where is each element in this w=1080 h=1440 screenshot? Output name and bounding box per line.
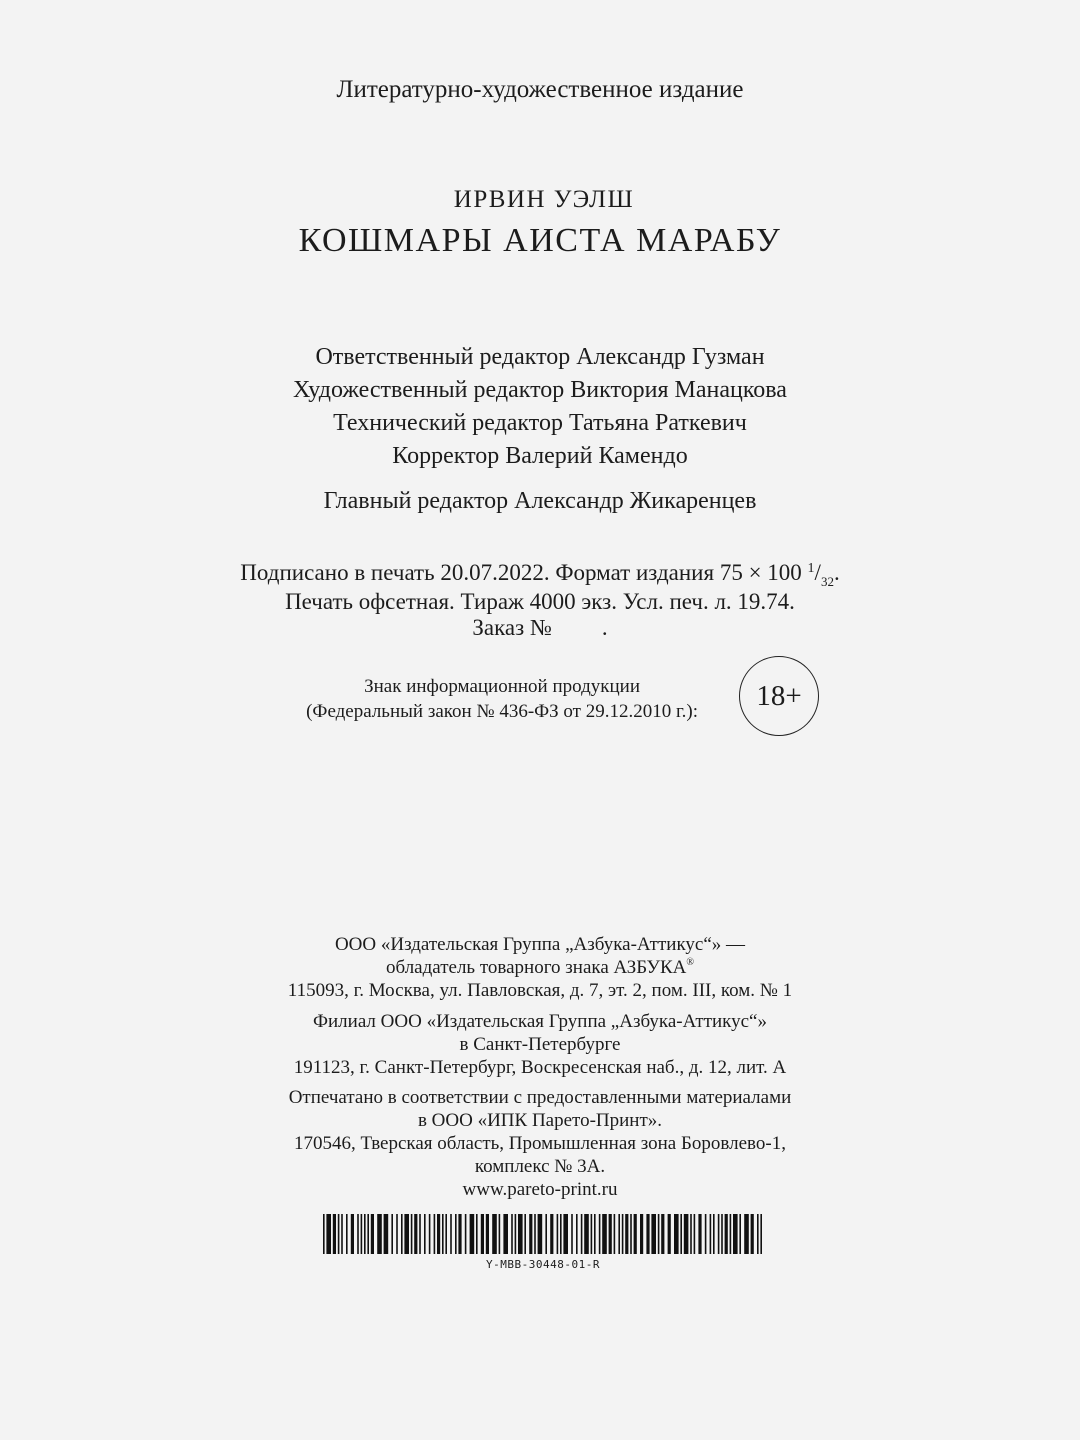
printer-statement: Отпечатано в соответствии с предоставленными материалами bbox=[288, 1087, 792, 1108]
credit-proofreader: Корректор Валерий Камендо bbox=[392, 443, 688, 469]
barcode-bar bbox=[730, 1214, 732, 1254]
barcode-bar bbox=[419, 1214, 421, 1254]
barcode-bar bbox=[646, 1214, 649, 1254]
barcode-bar bbox=[760, 1214, 762, 1254]
barcode-bar bbox=[721, 1214, 723, 1254]
barcode-bar bbox=[668, 1214, 671, 1254]
barcode-bar bbox=[713, 1214, 715, 1254]
barcode-bar bbox=[584, 1214, 589, 1254]
barcode-bar bbox=[401, 1214, 403, 1254]
barcode-bar bbox=[437, 1214, 440, 1254]
order-number-line bbox=[0, 615, 1080, 641]
print-circulation-line: Печать офсетная. Тираж 4000 экз. Усл. печ. л. 19.74. bbox=[285, 589, 795, 614]
barcode-bar bbox=[429, 1214, 431, 1254]
info-product-mark bbox=[306, 674, 698, 724]
barcode-bar bbox=[445, 1214, 447, 1254]
barcode-bar bbox=[326, 1214, 331, 1254]
order-end: . bbox=[601, 615, 608, 640]
barcode-bar bbox=[391, 1214, 393, 1254]
barcode-bar bbox=[341, 1214, 343, 1254]
barcode-bar bbox=[346, 1214, 348, 1254]
barcode-bar bbox=[371, 1214, 374, 1254]
barcode-bar bbox=[503, 1214, 508, 1254]
barcode-bar bbox=[571, 1214, 573, 1254]
barcode-bar bbox=[599, 1214, 601, 1254]
publisher-trademark bbox=[0, 957, 1080, 979]
print-signed-text: Подписано в печать 20.07.2022. Формат издания 75 × 100 bbox=[240, 560, 808, 585]
book-author: ИРВИН УЭЛШ bbox=[453, 186, 635, 213]
barcode-bar bbox=[361, 1214, 363, 1254]
barcode-bar bbox=[357, 1214, 359, 1254]
barcode-bar bbox=[609, 1214, 612, 1254]
barcode-bar bbox=[351, 1214, 354, 1254]
barcode-bar bbox=[458, 1214, 461, 1254]
barcode-bar bbox=[511, 1214, 513, 1254]
barcode-bar bbox=[651, 1214, 656, 1254]
barcode-bar bbox=[455, 1214, 457, 1254]
format-slash: / bbox=[814, 560, 821, 585]
age-rating-badge bbox=[739, 656, 819, 736]
barcode-bar bbox=[661, 1214, 664, 1254]
barcode-bar bbox=[739, 1214, 741, 1254]
barcode-bar bbox=[481, 1214, 484, 1254]
format-numerator: 1 bbox=[807, 561, 815, 576]
credit-responsible-editor: Ответственный редактор Александр Гузман bbox=[315, 344, 765, 370]
printer-name: в ООО «ИПК Парето-Принт». bbox=[417, 1110, 663, 1131]
barcode-bar bbox=[618, 1214, 620, 1254]
barcode-bar bbox=[733, 1214, 738, 1254]
barcode-bar bbox=[550, 1214, 553, 1254]
barcode-bar bbox=[323, 1214, 325, 1254]
publisher-trademark-text: обладатель товарного знака АЗБУКА bbox=[386, 957, 687, 978]
publisher-name: ООО «Издательская Группа „Азбука-Аттикус“» — bbox=[334, 934, 746, 955]
barcode-bar bbox=[634, 1214, 637, 1254]
barcode-bar bbox=[725, 1214, 728, 1254]
barcode-bar bbox=[718, 1214, 720, 1254]
credit-art-editor: Художественный редактор Виктория Манацкова bbox=[293, 377, 787, 403]
barcode-bar bbox=[602, 1214, 607, 1254]
barcode-bar bbox=[751, 1214, 754, 1254]
barcode-bar bbox=[384, 1214, 389, 1254]
barcode-bar bbox=[581, 1214, 583, 1254]
barcode-bar bbox=[680, 1214, 682, 1254]
barcode-bar bbox=[560, 1214, 562, 1254]
barcode-bar bbox=[364, 1214, 366, 1254]
barcode-bar bbox=[529, 1214, 532, 1254]
publisher-address: 115093, г. Москва, ул. Павловская, д. 7, эт. 2, пом. III, ком. № 1 bbox=[287, 980, 793, 1001]
barcode-bar bbox=[690, 1214, 692, 1254]
info-mark-law: (Федеральный закон № 436-ФЗ от 29.12.2010 г.): bbox=[306, 701, 698, 722]
age-rating-text: 18+ bbox=[756, 679, 802, 712]
barcode-bar bbox=[465, 1214, 467, 1254]
barcode-bar bbox=[424, 1214, 426, 1254]
barcode-bar bbox=[710, 1214, 712, 1254]
barcode-bar bbox=[434, 1214, 436, 1254]
barcode-bar bbox=[576, 1214, 578, 1254]
barcode-bar bbox=[658, 1214, 660, 1254]
barcode-bar bbox=[591, 1214, 593, 1254]
print-signed-line bbox=[0, 560, 1080, 590]
barcode-bar bbox=[622, 1214, 624, 1254]
credit-technical-editor: Технический редактор Татьяна Раткевич bbox=[333, 410, 747, 436]
barcode-bar bbox=[625, 1214, 628, 1254]
barcode-bar bbox=[450, 1214, 452, 1254]
barcode-bar bbox=[545, 1214, 547, 1254]
barcode-image bbox=[323, 1214, 766, 1254]
barcode-bar bbox=[518, 1214, 523, 1254]
barcode-bar bbox=[614, 1214, 616, 1254]
printer-address-complex: комплекс № 3А. bbox=[474, 1156, 606, 1177]
barcode-bar bbox=[694, 1214, 696, 1254]
barcode-bar bbox=[367, 1214, 369, 1254]
branch-address: 191123, г. Санкт-Петербург, Воскресенская наб., д. 12, лит. А bbox=[293, 1057, 787, 1078]
barcode-bar bbox=[338, 1214, 340, 1254]
barcode-bar bbox=[594, 1214, 596, 1254]
credit-chief-editor: Главный редактор Александр Жикаренцев bbox=[323, 488, 757, 514]
barcode-bar bbox=[705, 1214, 707, 1254]
format-denominator: 32 bbox=[820, 574, 834, 589]
book-title: КОШМАРЫ АИСТА МАРАБУ bbox=[298, 222, 782, 259]
barcode-bar bbox=[470, 1214, 475, 1254]
barcode-bar bbox=[486, 1214, 489, 1254]
barcode-bar bbox=[557, 1214, 559, 1254]
barcode-bar bbox=[524, 1214, 526, 1254]
barcode-bar bbox=[534, 1214, 536, 1254]
barcode-bar bbox=[499, 1214, 501, 1254]
branch-city: в Санкт-Петербурге bbox=[459, 1034, 621, 1055]
barcode-bar bbox=[396, 1214, 398, 1254]
barcode-bar bbox=[333, 1214, 336, 1254]
barcode-bar bbox=[744, 1214, 749, 1254]
info-mark-label: Знак информационной продукции bbox=[364, 676, 640, 697]
barcode-bar bbox=[698, 1214, 701, 1254]
barcode-bar bbox=[674, 1214, 679, 1254]
branch-name: Филиал ООО «Издательская Группа „Азбука-Аттикус“» bbox=[313, 1011, 767, 1032]
barcode-bar bbox=[515, 1214, 517, 1254]
registered-trademark-symbol: ® bbox=[686, 957, 694, 968]
barcode-code: Y-MBB-30448-01-R bbox=[486, 1258, 600, 1271]
barcode-bar bbox=[538, 1214, 543, 1254]
barcode-bar bbox=[476, 1214, 478, 1254]
barcode-bar bbox=[630, 1214, 632, 1254]
barcode-bar bbox=[411, 1214, 413, 1254]
print-signed-end: . bbox=[833, 560, 840, 585]
barcode-bar bbox=[377, 1214, 382, 1254]
barcode-bar bbox=[404, 1214, 409, 1254]
barcode-bar bbox=[414, 1214, 417, 1254]
barcode-bar bbox=[757, 1214, 759, 1254]
barcode-bar bbox=[684, 1214, 689, 1254]
printer-website: www.pareto-print.ru bbox=[462, 1179, 618, 1200]
barcode-bar bbox=[640, 1214, 643, 1254]
edition-type: Литературно-художественное издание bbox=[336, 76, 744, 103]
barcode-bar bbox=[563, 1214, 568, 1254]
order-label: Заказ № bbox=[472, 615, 552, 640]
printer-address: 170546, Тверская область, Промышленная зона Боровлево-1, bbox=[294, 1133, 786, 1154]
barcode-bar bbox=[442, 1214, 444, 1254]
barcode-bar bbox=[492, 1214, 497, 1254]
